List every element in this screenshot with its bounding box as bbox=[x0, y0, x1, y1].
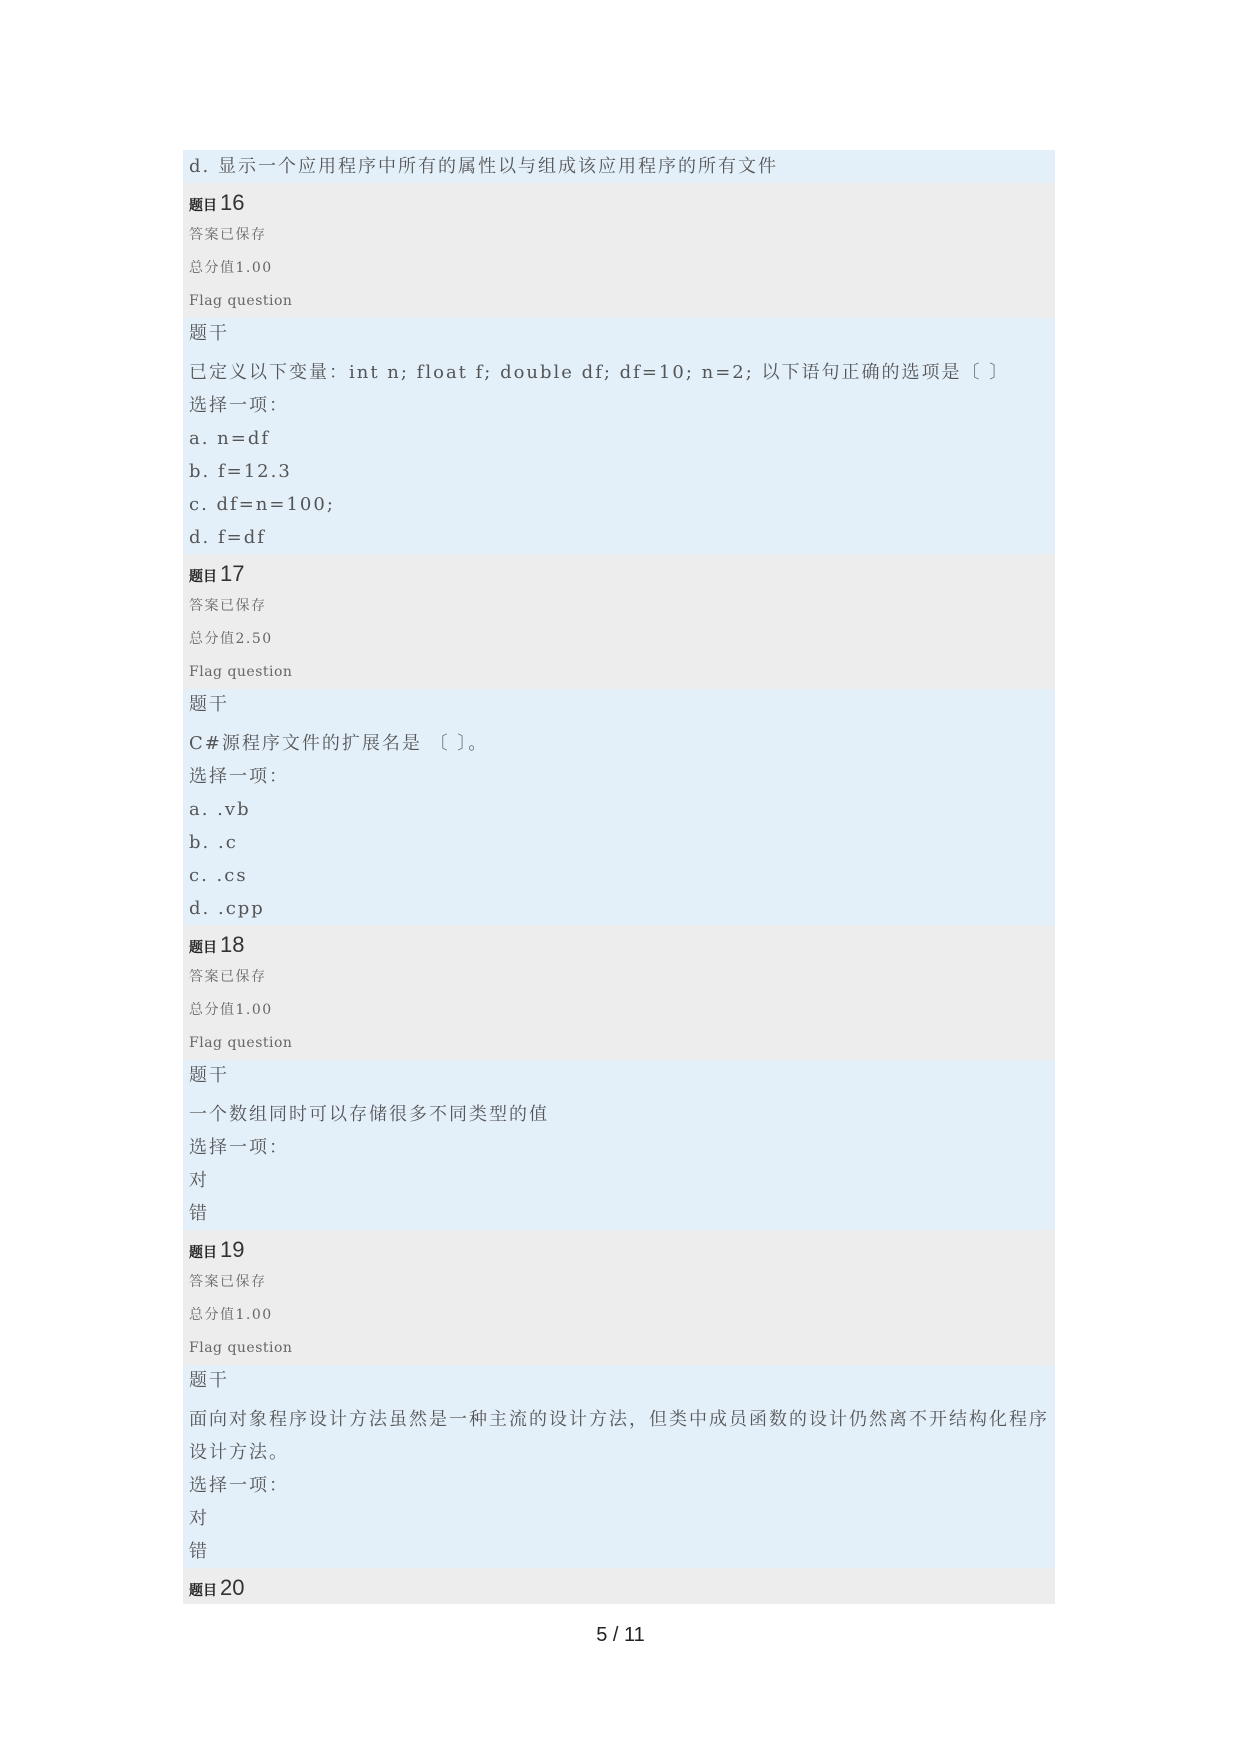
question-score: 总分值1.00 bbox=[183, 252, 1055, 285]
question-stem: C#源程序文件的扩展名是 〔 〕。 bbox=[183, 725, 1055, 760]
question-block-17 bbox=[183, 554, 1055, 925]
question-header bbox=[183, 1230, 1055, 1266]
select-prompt: 选择一项： bbox=[183, 760, 1055, 793]
answer-status: 答案已保存 bbox=[183, 961, 1055, 994]
question-stem: 已定义以下变量：int n; float f; double df; df=10; n=2; 以下语句正确的选项是〔 〕 bbox=[183, 354, 1055, 389]
answer-option[interactable]: a. n=df bbox=[183, 422, 1055, 455]
quiz-review-content bbox=[183, 150, 1055, 1604]
question-stem: 一个数组同时可以存储很多不同类型的值 bbox=[183, 1096, 1055, 1131]
answer-option-true[interactable]: 对 bbox=[183, 1502, 1055, 1535]
question-label: 题目 bbox=[189, 1583, 217, 1599]
question-label: 题目 bbox=[189, 569, 217, 585]
question-header bbox=[183, 925, 1055, 961]
answer-option[interactable]: c. .cs bbox=[183, 859, 1055, 892]
flag-question-link[interactable]: Flag question bbox=[183, 656, 1055, 689]
question-number: 19 bbox=[220, 1237, 245, 1262]
page-number: 5 / 11 bbox=[596, 1624, 645, 1646]
question-label: 题目 bbox=[189, 940, 217, 956]
stem-label: 题干 bbox=[183, 318, 1055, 354]
stem-label: 题干 bbox=[183, 1365, 1055, 1401]
question-number: 18 bbox=[220, 932, 245, 957]
question-number: 16 bbox=[220, 190, 245, 215]
question-score: 总分值1.00 bbox=[183, 994, 1055, 1027]
question-label: 题目 bbox=[189, 198, 217, 214]
question-number: 17 bbox=[220, 561, 245, 586]
question-header bbox=[183, 1568, 1055, 1604]
question-header bbox=[183, 554, 1055, 590]
flag-question-link[interactable]: Flag question bbox=[183, 285, 1055, 318]
stem-label: 题干 bbox=[183, 1060, 1055, 1096]
question-score: 总分值1.00 bbox=[183, 1299, 1055, 1332]
stem-label: 题干 bbox=[183, 689, 1055, 725]
answer-option[interactable]: b. f=12.3 bbox=[183, 455, 1055, 488]
answer-status: 答案已保存 bbox=[183, 1266, 1055, 1299]
answer-option-true[interactable]: 对 bbox=[183, 1164, 1055, 1197]
question-block-18 bbox=[183, 925, 1055, 1230]
answer-option[interactable]: b. .c bbox=[183, 826, 1055, 859]
answer-status: 答案已保存 bbox=[183, 590, 1055, 623]
question-block-20 bbox=[183, 1568, 1055, 1604]
answer-option[interactable]: d. f=df bbox=[183, 521, 1055, 554]
select-prompt: 选择一项： bbox=[183, 1469, 1055, 1502]
answer-option-false[interactable]: 错 bbox=[183, 1197, 1055, 1230]
question-block-19 bbox=[183, 1230, 1055, 1568]
prev-question-option-d[interactable]: d. 显示一个应用程序中所有的属性以与组成该应用程序的所有文件 bbox=[183, 150, 1055, 183]
answer-option[interactable]: a. .vb bbox=[183, 793, 1055, 826]
question-stem: 面向对象程序设计方法虽然是一种主流的设计方法，但类中成员函数的设计仍然离不开结构化程序设计方法。 bbox=[183, 1401, 1055, 1469]
question-label: 题目 bbox=[189, 1245, 217, 1261]
question-score: 总分值2.50 bbox=[183, 623, 1055, 656]
question-number: 20 bbox=[220, 1575, 245, 1600]
question-block-16 bbox=[183, 183, 1055, 554]
answer-option[interactable]: c. df=n=100; bbox=[183, 488, 1055, 521]
answer-option-false[interactable]: 错 bbox=[183, 1535, 1055, 1568]
select-prompt: 选择一项： bbox=[183, 1131, 1055, 1164]
select-prompt: 选择一项： bbox=[183, 389, 1055, 422]
answer-status: 答案已保存 bbox=[183, 219, 1055, 252]
flag-question-link[interactable]: Flag question bbox=[183, 1027, 1055, 1060]
answer-option[interactable]: d. .cpp bbox=[183, 892, 1055, 925]
question-header bbox=[183, 183, 1055, 219]
flag-question-link[interactable]: Flag question bbox=[183, 1332, 1055, 1365]
